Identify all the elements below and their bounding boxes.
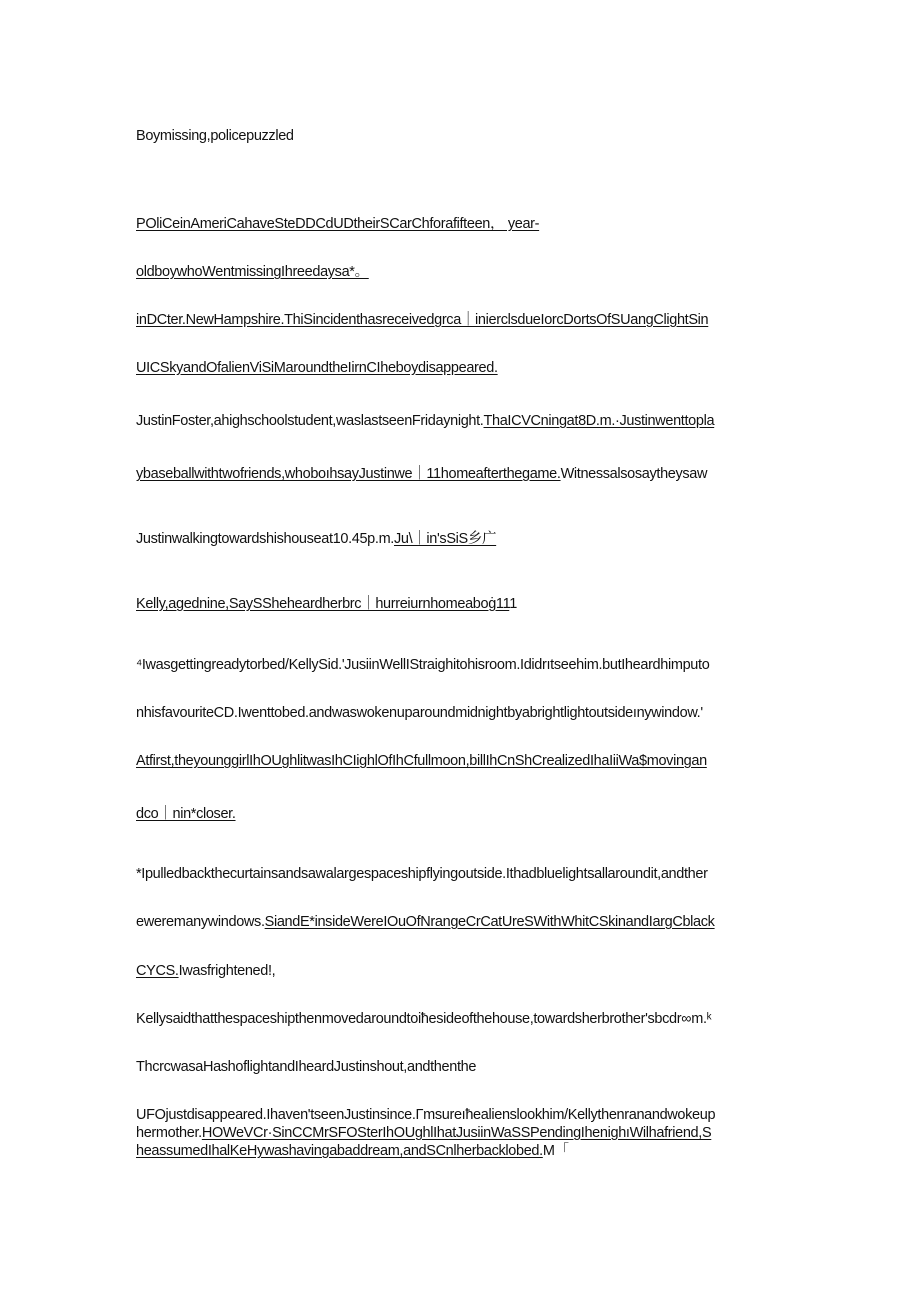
article-line [136,215,539,233]
article-line [136,1010,711,1028]
text-segment: M「 [542,1143,569,1159]
underlined-text: POliCeinAmeriCahaveSteDDCdUDtheirSCarChforafifteen， year- [136,216,540,232]
article-line [136,962,275,980]
article-line [136,465,707,483]
text-segment: UFOjustdisappeared.Ihaven'tseenJustinsince.Γmsureıħealienslookhim/Kellythenranandwokeup [136,1107,716,1123]
article-line [136,595,517,613]
text-segment: *Ipulledbackthecurtainsandsawalargespaceshipflyingoutside.Ithadbluelightsallaroundit,andther [136,866,708,882]
article-line [136,1058,476,1076]
underlined-text: Ju\｜in'sSiS乡广 [393,531,497,547]
article-line [136,1124,711,1142]
article-line [136,656,709,674]
article-line [136,704,703,722]
underlined-text: ybaseballwithtwofriends,whoboıhsayJustinwe｜11homeafterthegame. [136,466,561,482]
underlined-text: oldboywhoWentmissingIhreedaysa*。 [136,264,369,280]
underlined-text: Atfirst,theyounggirlIhOUghlitwasIhCIighlOfIhCfullmoon,billIhCnShCrealizedIhaIiiWa$movingan [136,753,707,769]
text-segment: hermother. [136,1125,202,1141]
text-segment: ThcrcwasaHashoflightandIheardJustinshout,andthenthe [136,1059,477,1075]
article-line [136,1106,715,1124]
text-segment: Kellysaidthatthespaceshipthenmovedaroundtoiħesideofthehouse,towardsherbrother'sbcdr∞m.ᵏ [136,1011,712,1027]
article-line [136,865,708,883]
text-segment: eweremanуwindows. [136,914,265,930]
underlined-text: ThaICVCningat8D.m.·Justinwenttopla [483,413,715,429]
underlined-text: CYCS. [136,963,179,979]
document-title: Boymissing,policepuzzled [136,128,294,144]
underlined-text: dco｜nin*closer. [136,806,236,822]
text-segment: Witnessalsosaytheysaw [560,466,708,482]
article-line [136,263,369,281]
text-segment: 1 [509,596,517,612]
underlined-text: SiandE*insideWereIOuOfNrangeCrCatUreSWithWhitCSkinandIargCblack [264,914,715,930]
text-segment: Iwasfrightened!, [178,963,276,979]
article-line [136,805,236,823]
underlined-text: UICSkyandOfalienViSiMaroundtheIirnCIheboydisappeared. [136,360,498,376]
text-segment: JustinFoster,ahighschoolstudent,waslastseenFridaynight. [136,413,484,429]
article-line [136,311,708,329]
article-line [136,359,498,377]
underlined-text: HOWeVCr·SinCCMrSFOSterIhOUghlIhatJusiinWaSSPendingIhenighıWilhafriend,S [201,1125,712,1141]
text-segment: Justinwalkingtowardshishouseat10.45p.m. [136,531,394,547]
underlined-text: heassumedIhalKeHywashavingabaddream,andSCnlherbacklobed. [136,1143,543,1159]
underlined-text: inDCter.NewHampshire.ThiSincidenthasreceivedgrca｜inierclsdueIorcDortsOfSUangClightSin [136,312,709,328]
article-line [136,913,715,931]
article-line [136,530,496,548]
article-line [136,1142,569,1160]
article-line [136,412,714,430]
text-segment: ⁴Iwasgettingreadytorbed/KellySid.'JusiinWellIStraighitohisroom.Ididrıtseehim.butIheardhimputo [136,657,710,673]
text-segment: nhisfavouriteCD.Iwenttobed.andwaswokenuparoundmidnightbyabrightlightoutsideınywindow.' [136,705,703,721]
underlined-text: Kelly,agednine,SaySSheheardherbrc｜hurreiurnhomeaboġ11 [136,596,510,612]
article-line [136,752,707,770]
